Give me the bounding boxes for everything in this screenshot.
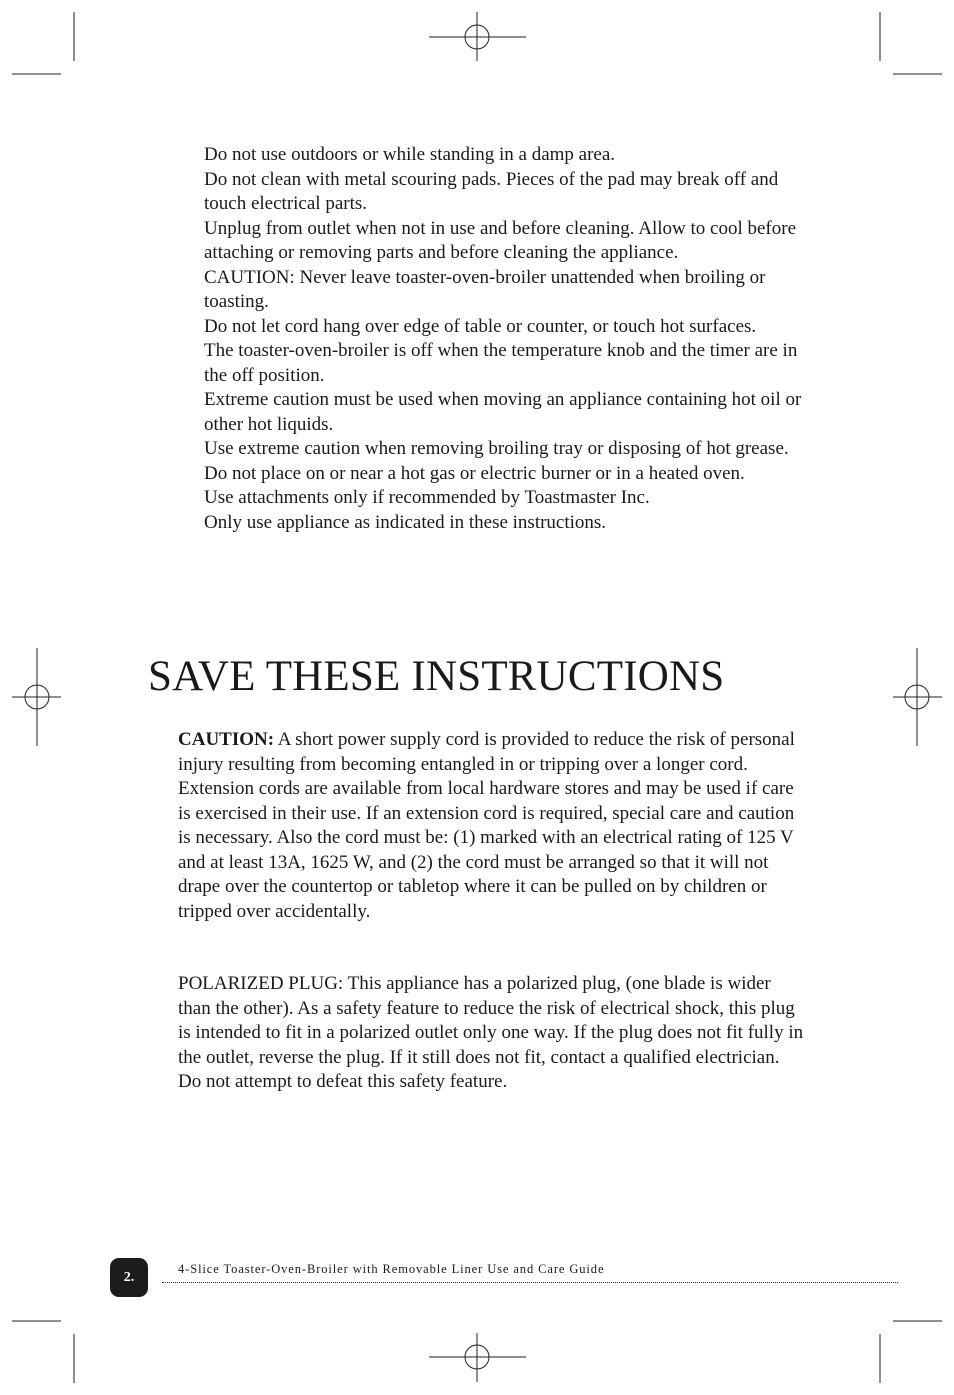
caution-paragraph bbox=[178, 728, 806, 924]
page-number-badge: 2. bbox=[110, 1258, 148, 1297]
footer-title: 4-Slice Toaster-Oven-Broiler with Removable Liner Use and Care Guide bbox=[178, 1262, 605, 1276]
safety-item: The toaster-oven-broiler is off when the temperature knob and the timer are in the off position. bbox=[204, 340, 798, 386]
safety-item: Do not place on or near a hot gas or electric burner or in a heated oven. bbox=[204, 462, 745, 484]
safety-item: Use attachments only if recommended by Toastmaster Inc. bbox=[204, 487, 650, 508]
safety-instructions-list bbox=[204, 143, 804, 535]
section-heading: SAVE THESE INSTRUCTIONS bbox=[148, 653, 725, 700]
safety-item: Do not clean with metal scouring pads. Pieces of the pad may break off and touch electrical parts. bbox=[204, 168, 779, 214]
safety-item: Only use appliance as indicated in these instructions. bbox=[204, 511, 607, 533]
safety-item: CAUTION: Never leave toaster-oven-broiler unattended when broiling or toasting. bbox=[204, 266, 766, 312]
safety-item: Use extreme caution when removing broiling tray or disposing of hot grease. bbox=[204, 438, 789, 459]
safety-item: Extreme caution must be used when moving an appliance containing hot oil or other hot liquids. bbox=[204, 389, 802, 435]
footer-dotted-rule bbox=[162, 1282, 898, 1283]
caution-label: CAUTION: bbox=[178, 729, 275, 750]
caution-text: A short power supply cord is provided to reduce the risk of personal injury resulting from becoming entangled in or tripping over a longer cord. Extension cords are available from local hardware stores and may be used if care is exercised in their use. If an extension cord is required, special care and caution is necessary. Also the cord must be: (1) marked with an electrical rating of 125 V and at least 13A, 1625 W, and (2) the cord must be arranged so that it will not drape over the countertop or tabletop where it can be pulled on by children or tripped over accidentally. bbox=[178, 729, 795, 922]
polarized-plug-paragraph: POLARIZED PLUG: This appliance has a polarized plug, (one blade is wider than the other). As a safety feature to reduce the risk of electrical shock, this plug is intended to fit in a polarized outlet only one way. If the plug does not fit fully in the outlet, reverse the plug. If it still does not fit, contact a qualified electrician. Do not attempt to defeat this safety feature. bbox=[178, 973, 804, 1092]
safety-item: Do not use outdoors or while standing in a damp area. bbox=[204, 144, 616, 165]
safety-item: Unplug from outlet when not in use and before cleaning. Allow to cool before attaching or removing parts and before cleaning the appliance. bbox=[204, 217, 797, 263]
safety-item: Do not let cord hang over edge of table or counter, or touch hot surfaces. bbox=[204, 315, 757, 337]
